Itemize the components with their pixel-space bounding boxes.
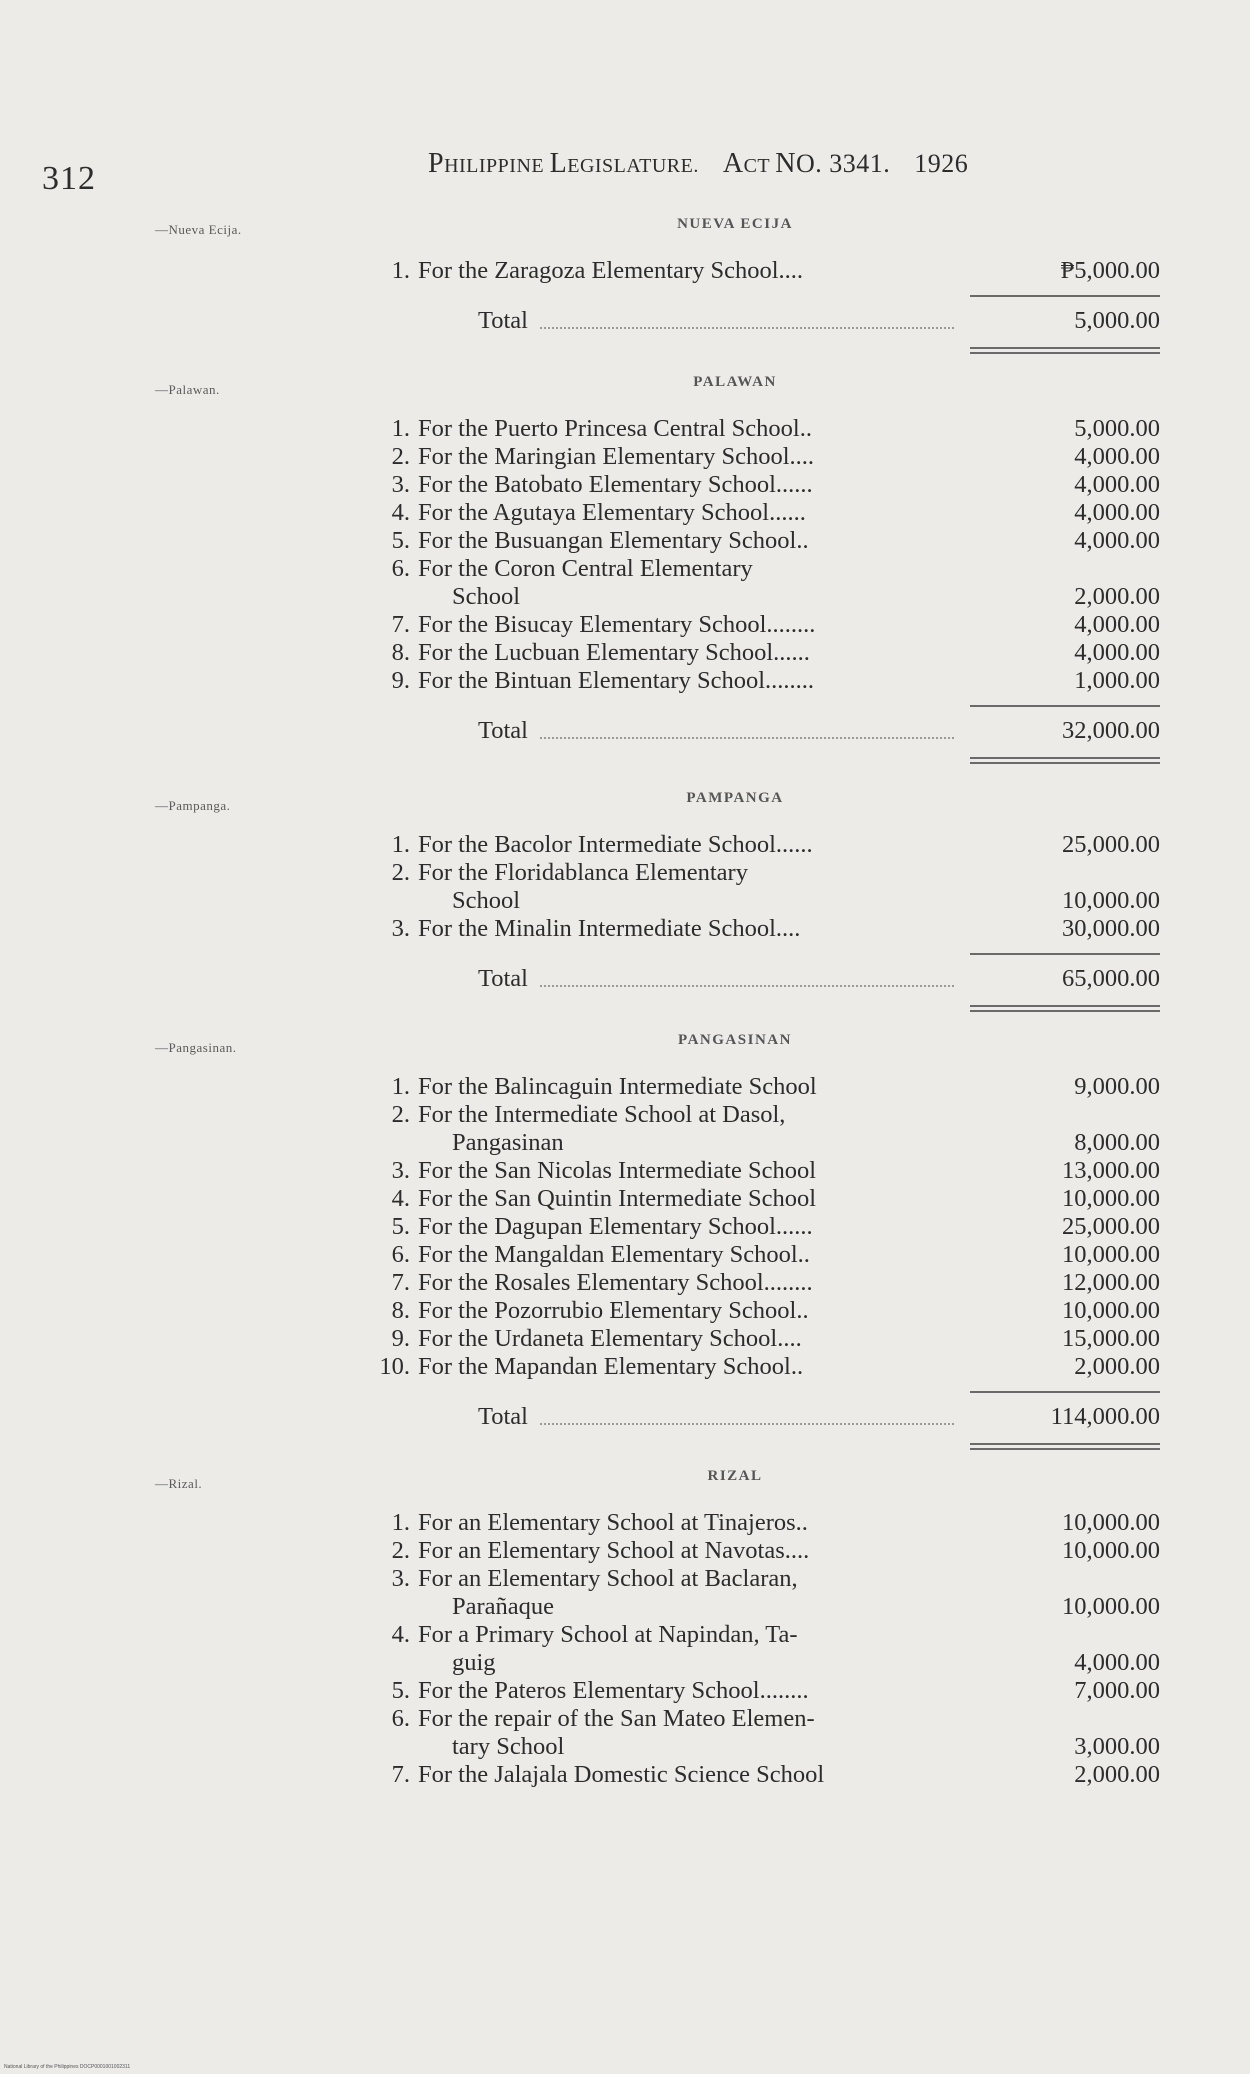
item-text: For the San Nicolas Intermediate School — [418, 1157, 817, 1184]
list-item — [370, 1269, 1160, 1297]
item-text: For the Zaragoza Elementary School.... — [418, 257, 804, 284]
list-item — [370, 1297, 1160, 1325]
total-row — [370, 1403, 1160, 1431]
section-palawan — [370, 374, 1160, 764]
item-amount: ₱5,000.00 — [1060, 257, 1160, 284]
list-item — [370, 527, 1160, 555]
total-label: Total — [478, 965, 528, 992]
section-heading: NUEVA ECIJA — [677, 216, 793, 232]
list-item — [370, 471, 1160, 499]
list-item — [370, 915, 1160, 943]
list-item — [370, 1325, 1160, 1353]
item-amount: 4,000.00 — [1074, 471, 1160, 498]
running-head-l: L — [549, 148, 568, 179]
double-rule — [970, 1443, 1160, 1450]
item-amount: 10,000.00 — [1062, 1593, 1160, 1620]
item-number: 1. — [391, 415, 410, 442]
item-number: 6. — [391, 1241, 410, 1268]
item-text: For the Rosales Elementary School........ — [418, 1269, 813, 1296]
item-amount: 7,000.00 — [1074, 1677, 1160, 1704]
list-item — [370, 1761, 1160, 1789]
item-amount: 10,000.00 — [1062, 1509, 1160, 1536]
section-pangasinan — [370, 1032, 1160, 1450]
item-number: 3. — [391, 471, 410, 498]
total-label: Total — [478, 307, 528, 334]
running-head-n: N — [775, 148, 797, 179]
item-amount: 10,000.00 — [1062, 1185, 1160, 1212]
list-item — [370, 1677, 1160, 1705]
running-head-hilippine: HILIPPINE — [444, 155, 550, 177]
list-item — [370, 611, 1160, 639]
item-number: 9. — [391, 1325, 410, 1352]
list-item — [370, 555, 1160, 611]
item-number: 1. — [391, 1509, 410, 1536]
item-number: 4. — [391, 499, 410, 526]
item-text: For the San Quintin Intermediate School — [418, 1185, 817, 1212]
item-amount: 25,000.00 — [1062, 1213, 1160, 1240]
item-amount: 15,000.00 — [1062, 1325, 1160, 1352]
item-text: For the Busuangan Elementary School.. — [418, 527, 809, 554]
item-text: For the Pozorrubio Elementary School.. — [418, 1297, 809, 1324]
item-number: 2. — [391, 443, 410, 470]
list-item — [370, 1073, 1160, 1101]
running-head-p: P — [428, 148, 445, 179]
list-item — [370, 831, 1160, 859]
item-number: 7. — [391, 1761, 410, 1788]
item-number: 3. — [391, 1565, 410, 1592]
sum-rule — [970, 705, 1160, 707]
item-text-continued: Pangasinan — [452, 1129, 564, 1156]
margin-note-palawan: —Palawan. — [155, 382, 220, 397]
item-text: For an Elementary School at Tinajeros.. — [418, 1509, 808, 1536]
section-pampanga — [370, 790, 1160, 1012]
item-amount: 10,000.00 — [1062, 1241, 1160, 1268]
footer-credit: National Library of the Philippines DOCP0001001002311 — [4, 2064, 131, 2070]
item-text: For the Balincaguin Intermediate School — [418, 1073, 817, 1100]
list-item — [370, 1565, 1160, 1621]
item-amount: 4,000.00 — [1074, 611, 1160, 638]
item-text: For the Floridablanca Elementary — [418, 859, 748, 886]
item-amount: 10,000.00 — [1062, 1297, 1160, 1324]
list-item — [370, 443, 1160, 471]
list-item — [370, 859, 1160, 915]
double-rule — [970, 347, 1160, 354]
item-text: For the Minalin Intermediate School.... — [418, 915, 801, 942]
item-number: 2. — [391, 1537, 410, 1564]
list-item — [370, 1353, 1160, 1381]
margin-note-pangasinan: —Pangasinan. — [155, 1040, 237, 1055]
item-amount: 2,000.00 — [1074, 1761, 1160, 1788]
list-item — [370, 1621, 1160, 1677]
item-text-continued: Parañaque — [452, 1593, 555, 1620]
item-number: 7. — [391, 1269, 410, 1296]
item-text: For the Puerto Princesa Central School.. — [418, 415, 812, 442]
list-item — [370, 639, 1160, 667]
item-number: 3. — [391, 1157, 410, 1184]
list-item — [370, 257, 1160, 285]
total-row — [370, 717, 1160, 745]
item-number: 10. — [379, 1353, 410, 1380]
section-rizal — [370, 1468, 1160, 1789]
list-item — [370, 1509, 1160, 1537]
item-text: For an Elementary School at Navotas.... — [418, 1537, 810, 1564]
running-head-act-no: O. 3341. — [796, 149, 891, 178]
item-amount: 1,000.00 — [1074, 667, 1160, 694]
sum-rule — [970, 295, 1160, 297]
section-heading: PALAWAN — [693, 374, 777, 390]
total-amount: 65,000.00 — [1062, 965, 1160, 992]
total-amount: 5,000.00 — [1074, 307, 1160, 334]
item-text: For the Mangaldan Elementary School.. — [418, 1241, 810, 1268]
item-amount: 2,000.00 — [1074, 583, 1160, 610]
item-number: 5. — [391, 1213, 410, 1240]
item-number: 8. — [391, 639, 410, 666]
item-amount: 12,000.00 — [1062, 1269, 1160, 1296]
list-item — [370, 1213, 1160, 1241]
item-number: 5. — [391, 527, 410, 554]
section-nueva-ecija — [370, 216, 1160, 354]
item-text-continued: School — [452, 583, 521, 610]
list-item — [370, 1705, 1160, 1761]
item-amount: 10,000.00 — [1062, 887, 1160, 914]
item-amount: 9,000.00 — [1074, 1073, 1160, 1100]
item-text: For the Agutaya Elementary School...... — [418, 499, 806, 526]
item-text: For a Primary School at Napindan, Ta- — [418, 1621, 798, 1648]
list-item — [370, 415, 1160, 443]
item-amount: 30,000.00 — [1062, 915, 1160, 942]
page-number: 312 — [42, 160, 96, 197]
item-amount: 2,000.00 — [1074, 1353, 1160, 1380]
item-number: 2. — [391, 1101, 410, 1128]
sum-rule — [970, 953, 1160, 955]
list-item — [370, 1537, 1160, 1565]
list-item — [370, 1101, 1160, 1157]
item-amount: 5,000.00 — [1074, 415, 1160, 442]
item-amount: 13,000.00 — [1062, 1157, 1160, 1184]
item-text: For the Bisucay Elementary School........ — [418, 611, 816, 638]
list-item — [370, 1157, 1160, 1185]
item-text: For the Coron Central Elementary — [418, 555, 753, 582]
total-row — [370, 965, 1160, 993]
item-number: 8. — [391, 1297, 410, 1324]
list-item — [370, 1185, 1160, 1213]
item-number: 7. — [391, 611, 410, 638]
item-number: 3. — [391, 915, 410, 942]
total-label: Total — [478, 717, 528, 744]
item-amount: 25,000.00 — [1062, 831, 1160, 858]
item-text-continued: School — [452, 887, 521, 914]
item-text: For the Maringian Elementary School.... — [418, 443, 814, 470]
section-heading: RIZAL — [707, 1468, 763, 1484]
item-text: For the repair of the San Mateo Elemen- — [418, 1705, 815, 1732]
item-amount: 4,000.00 — [1074, 1649, 1160, 1676]
running-head-ct: CT — [743, 155, 776, 177]
margin-note-pampanga: —Pampanga. — [155, 798, 231, 813]
running-head-a: A — [722, 148, 744, 179]
running-head-egislature: EGISLATURE. — [567, 155, 699, 177]
item-number: 5. — [391, 1677, 410, 1704]
item-amount: 4,000.00 — [1074, 443, 1160, 470]
total-row — [370, 307, 1160, 335]
item-text: For the Mapandan Elementary School.. — [418, 1353, 804, 1380]
item-text: For an Elementary School at Baclaran, — [418, 1565, 798, 1592]
item-number: 2. — [391, 859, 410, 886]
item-number: 6. — [391, 555, 410, 582]
item-text: For the Bintuan Elementary School........ — [418, 667, 815, 694]
item-amount: 3,000.00 — [1074, 1733, 1160, 1760]
list-item — [370, 1241, 1160, 1269]
item-number: 1. — [391, 1073, 410, 1100]
margin-note-rizal: —Rizal. — [155, 1476, 203, 1491]
section-heading: PANGASINAN — [678, 1032, 792, 1048]
double-rule — [970, 757, 1160, 764]
total-label: Total — [478, 1403, 528, 1430]
total-amount: 32,000.00 — [1062, 717, 1160, 744]
item-text: For the Urdaneta Elementary School.... — [418, 1325, 802, 1352]
item-number: 6. — [391, 1705, 410, 1732]
running-head-year: 1926 — [914, 149, 969, 178]
margin-note-nueva-ecija: —Nueva Ecija. — [155, 222, 242, 237]
item-amount: 4,000.00 — [1074, 499, 1160, 526]
running-head — [428, 148, 968, 180]
item-text-continued: guig — [452, 1649, 496, 1676]
item-number: 4. — [391, 1621, 410, 1648]
section-heading: PAMPANGA — [686, 790, 784, 806]
item-number: 4. — [391, 1185, 410, 1212]
item-text-continued: tary School — [452, 1733, 565, 1760]
item-amount: 4,000.00 — [1074, 527, 1160, 554]
item-amount: 10,000.00 — [1062, 1537, 1160, 1564]
item-text: For the Jalajala Domestic Science School — [418, 1761, 825, 1788]
list-item — [370, 667, 1160, 695]
item-text: For the Pateros Elementary School........ — [418, 1677, 809, 1704]
item-number: 1. — [391, 831, 410, 858]
item-text: For the Batobato Elementary School...... — [418, 471, 813, 498]
list-item — [370, 499, 1160, 527]
item-text: For the Dagupan Elementary School...... — [418, 1213, 813, 1240]
double-rule — [970, 1005, 1160, 1012]
item-text: For the Lucbuan Elementary School...... — [418, 639, 810, 666]
item-number: 9. — [391, 667, 410, 694]
item-text: For the Intermediate School at Dasol, — [418, 1101, 786, 1128]
item-number: 1. — [391, 257, 410, 284]
sum-rule — [970, 1391, 1160, 1393]
item-text: For the Bacolor Intermediate School...... — [418, 831, 813, 858]
item-amount: 8,000.00 — [1074, 1129, 1160, 1156]
total-amount: 114,000.00 — [1050, 1403, 1160, 1430]
item-amount: 4,000.00 — [1074, 639, 1160, 666]
